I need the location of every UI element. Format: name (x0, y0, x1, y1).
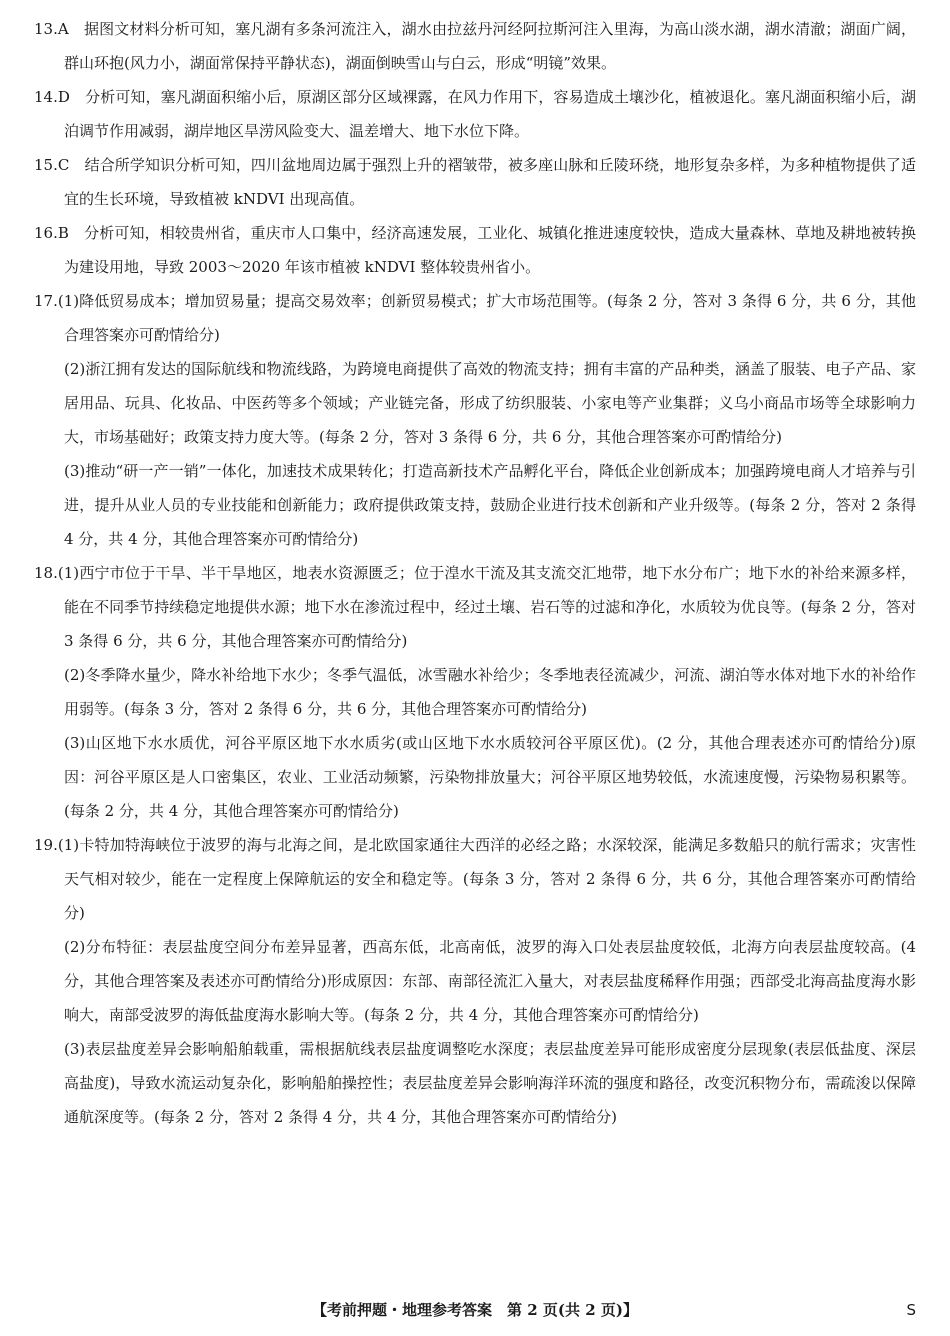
answer-q14: 14.D 分析可知，塞凡湖面积缩小后，原湖区部分区域裸露，在风力作用下，容易造成土壤沙化，植被退化。塞凡湖面积缩小后，湖泊调节作用减弱，湖岸地区旱涝风险变大、温差增大、地下水位下降。 (34, 88, 916, 140)
answer-q18-3: (3)山区地下水水质优，河谷平原区地下水水质劣(或山区地下水水质较河谷平原区优)。(2 分，其他合理表述亦可酌情给分)原因：河谷平原区是人口密集区，农业、工业活动频繁，污染物排放量大；河谷平原区地势较低，水流速度慢，污染物易积累等。(每条 2 分，共 4 分，其他合理答案亦可酌情给分) (64, 734, 916, 820)
footer-title: 【考前押题・地理参考答案 第 2 页(共 2 页)】 (312, 1301, 638, 1319)
page-footer (0, 1296, 950, 1324)
answer-q17-2: (2)浙江拥有发达的国际航线和物流线路，为跨境电商提供了高效的物流支持；拥有丰富的产品种类，涵盖了服装、电子产品、家居用品、玩具、化妆品、中医药等多个领域；产业链完备，形成了纺织服装、小家电等产业集群；义乌小商品市场等全球影响力大，市场基础好；政策支持力度大等。(每条 2 分，答对 3 条得 6 分，共 6 分，其他合理答案亦可酌情给分) (64, 360, 916, 446)
answer-q19-1: 19.(1)卡特加特海峡位于波罗的海与北海之间，是北欧国家通往大西洋的必经之路；水深较深，能满足多数船只的航行需求；灾害性天气相对较少，能在一定程度上保障航运的安全和稳定等。(每条 3 分，答对 2 条得 6 分，共 6 分，其他合理答案亦可酌情给分) (34, 836, 916, 922)
answer-q19-2: (2)分布特征：表层盐度空间分布差异显著，西高东低，北高南低，波罗的海入口处表层盐度较低，北海方向表层盐度较高。(4 分，其他合理答案及表述亦可酌情给分)形成原因：东部、南部径流汇入量大，对表层盐度稀释作用强；西部受北海高盐度海水影响大，南部受波罗的海低盐度海水影响大等。(每条 2 分，共 4 分，其他合理答案亦可酌情给分) (64, 938, 916, 1024)
answer-q19-3: (3)表层盐度差异会影响船舶载重，需根据航线表层盐度调整吃水深度；表层盐度差异可能形成密度分层现象(表层低盐度、深层高盐度)，导致水流运动复杂化，影响船舶操控性；表层盐度差异会影响海洋环流的强度和路径，改变沉积物分布，需疏浚以保障通航深度等。(每条 2 分，答对 2 条得 4 分，共 4 分，其他合理答案亦可酌情给分) (64, 1040, 916, 1126)
answer-content (34, 12, 916, 1134)
answer-q17-1: 17.(1)降低贸易成本；增加贸易量；提高交易效率；创新贸易模式；扩大市场范围等。(每条 2 分，答对 3 条得 6 分，共 6 分，其他合理答案亦可酌情给分) (34, 292, 916, 344)
footer-code: S (906, 1301, 916, 1319)
answer-q17-3: (3)推动“研一产一销”一体化，加速技术成果转化；打造高新技术产品孵化平台，降低企业创新成本；加强跨境电商人才培养与引进，提升从业人员的专业技能和创新能力；政府提供政策支持，鼓励企业进行技术创新和产业升级等。(每条 2 分，答对 2 条得 4 分，共 4 分，其他合理答案亦可酌情给分) (64, 462, 916, 548)
answer-q18-2: (2)冬季降水量少，降水补给地下水少；冬季气温低，冰雪融水补给少；冬季地表径流减少，河流、湖泊等水体对地下水的补给作用弱等。(每条 3 分，答对 2 条得 6 分，共 6 分，其他合理答案亦可酌情给分) (64, 666, 916, 718)
answer-q16: 16.B 分析可知，相较贵州省，重庆市人口集中，经济高速发展，工业化、城镇化推进速度较快，造成大量森林、草地及耕地被转换为建设用地，导致 2003～2020 年该市植被 kNDVI 整体较贵州省小。 (34, 224, 916, 276)
answer-q15: 15.C 结合所学知识分析可知，四川盆地周边属于强烈上升的褶皱带，被多座山脉和丘陵环绕，地形复杂多样，为多种植物提供了适宜的生长环境，导致植被 kNDVI 出现高值。 (34, 156, 916, 208)
answer-q13: 13.A 据图文材料分析可知，塞凡湖有多条河流注入，湖水由拉兹丹河经阿拉斯河注入里海，为高山淡水湖，湖水清澈；湖面广阔，群山环抱(风力小，湖面常保持平静状态)，湖面倒映雪山与白云，形成“明镜”效果。 (34, 20, 916, 72)
answer-q18-1: 18.(1)西宁市位于干旱、半干旱地区，地表水资源匮乏；位于湟水干流及其支流交汇地带，地下水分布广；地下水的补给来源多样，能在不同季节持续稳定地提供水源；地下水在渗流过程中，经过土壤、岩石等的过滤和净化，水质较为优良等。(每条 2 分，答对 3 条得 6 分，共 6 分，其他合理答案亦可酌情给分) (34, 564, 916, 650)
